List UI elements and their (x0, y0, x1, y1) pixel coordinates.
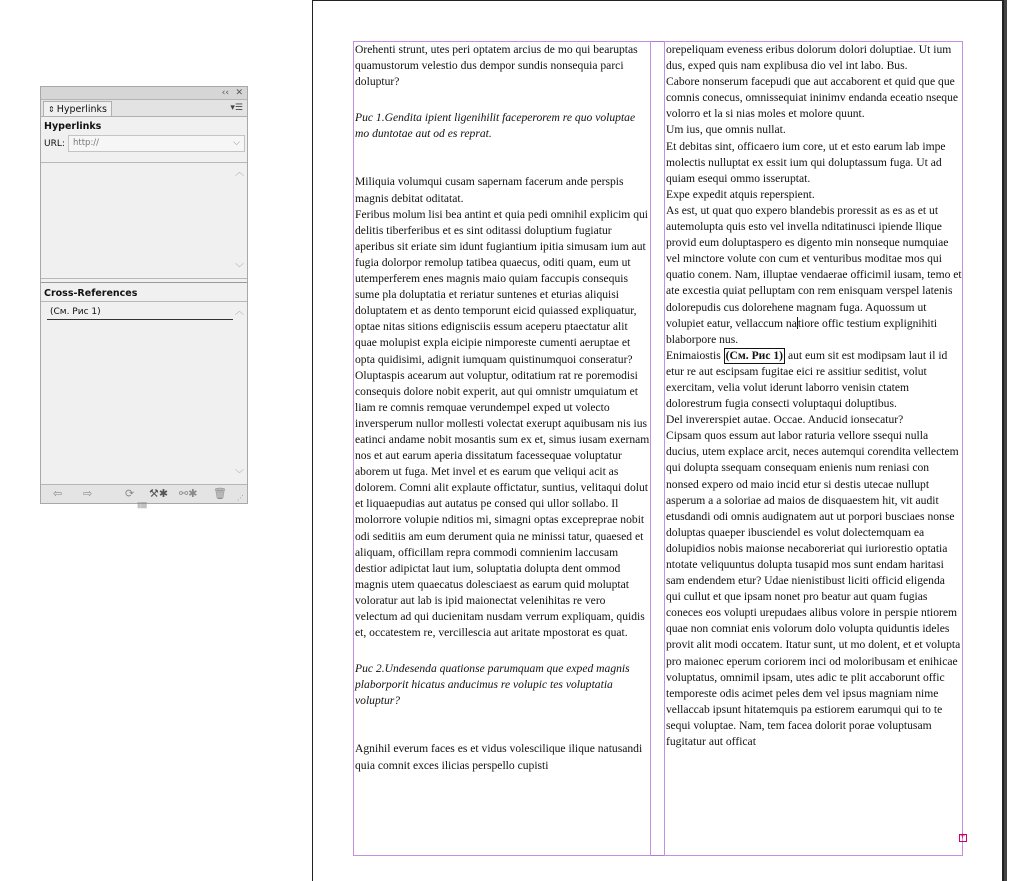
url-placeholder: http:// (73, 138, 100, 148)
scroll-up-icon[interactable]: ︿ (235, 168, 245, 178)
paragraph-part: aut eum sit est modipsam laut il id etur re aut escipsam fugitae eici re assitiur seditist, volut exercitam, velia volut iderunt laborro venisin ctatem dolorestrum fugia consecti voluptaqui doluptibus. (666, 348, 948, 411)
close-panel-icon[interactable]: ✕ (235, 88, 243, 98)
refresh-icon[interactable]: ⟳ (125, 487, 135, 500)
paragraph: Et debitas sint, officaero ium core, ut et esto earum lab impe molectis nulluptat ex essit ium qui doluptassum fuga. Ut ad quiam esequi ommo isseruptat. (666, 139, 946, 185)
chevron-down-icon[interactable]: ⌵ (233, 138, 240, 148)
cross-references-title: Cross-References (44, 288, 138, 299)
panel-bottom-bar (41, 484, 247, 503)
paragraph-part: As est, ut quat quo expero blandebis proressit as es as et ut autemolupta quis esto vel invella nditatinusci ipiende llique provid eum doluptaspero es digento min nonseque numquiae vel minctore volute con cum et venturibus moditae mos qui quatio conem. Nam, illuptae vendaerae officimil iusam, temo et ate excestia quiat pelluptam con rem enisquam verspel latenis dolorepudis cus dolorehene magnam fuga. Aquossum ut volupiet eatur, vellaccum na (666, 203, 962, 330)
panel-grip-icon[interactable]: ||||||||| (137, 502, 147, 509)
cross-references-list[interactable] (41, 302, 247, 485)
edit-xref-icon[interactable]: ⚯✱ (179, 487, 198, 500)
create-hyperlink-icon[interactable]: ⚒✱ (149, 487, 169, 500)
next-arrow-icon[interactable]: ⇨ (83, 487, 93, 500)
url-label: URL: (44, 139, 65, 149)
paragraph: Feribus molum lisi bea antint et quia pedi omnihil explicim qui delitis tiberferibus et es sint oditassi doluptium fugiatur aperibus sit eriate sim idunt fugiantium ipitia simusam ium aut fugia dolorpor remolup tatibea quaecus, oditi quam, eum ut utemperferem enes magnis maio quiam faccupis consequis sume pla doluptatia et reriatur suntenes et eturias aliquisi doluptatem et as dento temporunt eicid quiassed expliquatur, optae nitas sitions edignisciis essum aceperu ptaectatur alit quae molupist expla eicipie nimporeste cumenti aeruptae et opta quidisimi, adignit iumquam quistinumquoi conseratur? (355, 207, 649, 366)
delete-icon[interactable]: 🗑 (213, 487, 227, 500)
text-frame-column-2[interactable] (664, 41, 963, 856)
paragraph-part: Enimaiostis (666, 348, 724, 362)
paragraph: Cipsam quos essum aut labor raturia vellore ssequi nulla ducius, utem explace arcit, neces autemqui corendita vellectem qui dolupta ssequam consequam enienis num reniasi con nonsed expero od maio incid etur si destis utecae nullupt asperum a a soloriae ad maios de disquaestem hit, vit audit etusdandi odi omnis audignatem aut ut porpori busciaes nonse doluptas quaeper ibusciendel es volut dolectemquam ea dolupidios nobis maionse necaboreriat qui iuriorestio optatia ntotate veliquuntus dolupta tusapid mos sunt endam haritasi sam endendem etur? Udae nienistibust liciti officid eligenda qui cullut et que ipsam nonet pro beatur aut quam fugias coneces eos volupti urepudaes alibus volore in perspie ntiorem quae non comniat enis volorum dolo volupta quiduntis ideles provit alit modi occatem. Itatur sunt, ut mo dolent, et et volupta pro maionec eperum coriorem inci od moloribusam et enihicae voluptatus, omnimil ipsam, utes adic te plit accaborunt offic temporeste odis acimet peles dem vel ipsus magniam nime vellaccab ipsunt hitatemquis pa estiorem earumqui qui to te sequi voluptae. Nam, tem facea dolorit porae voluptusam fugitatur aut officat (666, 429, 961, 749)
document-page (312, 0, 1004, 881)
scroll-down-icon[interactable]: ﹀ (235, 264, 245, 274)
paragraph: Orehenti strunt, utes peri optatem arcius de mo qui bearuptas quamustorum velestio dus dempor sundis nonsequia parci doluptur? (355, 43, 638, 89)
hyperlinks-panel (40, 86, 248, 509)
overset-text-icon[interactable] (959, 834, 967, 842)
prev-arrow-icon[interactable]: ⇦ (53, 487, 63, 500)
panel-tab-row (41, 100, 247, 117)
paragraph: Expe expedit atquis reperspient. (666, 187, 815, 201)
url-row (41, 132, 247, 154)
xref-list-item[interactable]: (См. Рис 1) (47, 305, 233, 320)
resize-grip-icon[interactable]: ⋰ (237, 494, 244, 502)
paragraph: Del invererspiet autae. Occae. Anducid ionsecatur? (666, 413, 904, 427)
paragraph: Miliquia volumqui cusam sapernam facerum ande perspis magnis debitat oditatat. (355, 175, 624, 205)
paragraph (666, 203, 962, 348)
paragraph: orepeliquam eveness eribus dolorum dolori doluptiae. Ut ium dus, exped quis nam explibusa dio vel int labo. Bus. (666, 43, 952, 73)
cross-reference-link[interactable]: (См. Рис 1) (725, 348, 784, 362)
scroll-up-icon[interactable]: ︿ (235, 307, 245, 317)
panel-menu-icon[interactable]: ▾☰ (230, 103, 243, 113)
scroll-down-icon[interactable]: ﹀ (235, 470, 245, 480)
tab-hyperlinks[interactable] (43, 101, 112, 116)
paragraph (666, 348, 962, 412)
figure-caption: Рис 2.Undesenda quationse parumquam que exped magnis plaborporit hicatus anducimus re volupic tes voluptatia voluptur? (355, 662, 630, 708)
figure-caption: Рис 1.Gendita ipient ligenihilit faceperorem re quo voluptae mo duntotae aut od es reprat. (355, 111, 636, 141)
url-input[interactable] (68, 135, 245, 152)
paragraph: Oluptaspis acearum aut voluptur, oditatium rat re poremodisi consequis dolore nobit experit, aut qui omnistr umquiatum et liam re comnis remquae verundempel exped ut volecto inversperum nullor mollesti volectat exerupt aquibusam nis ius eatinci andame nobit mosantis sum ex et, simus iusam exernam nos et aut earum aperia dissitatum facessequae voluptatur aborem ut fuga. Met invel et es earum que veliqui acit as dolorem. Comni alit explaute offictatur, suntius, velitaqui dolut et liquaepudias aut autatus pe consed qui ullor sollabo. Il molorrore volupie nditios mi, simagni optas excepreprae nobit odi seditiis am eum derument quia ne minissi tatur, quaesed et aliquam, officillam repra commodi comnienim laccusam destior adipictat laut ium, soluptatia dolupta dent ommod magnis utem quaecatus dolesciaest as earum quid moluptat voloratur aut lab is ipid maionectat velenihitas re vero velectum ad qui ducienitam nusdam verrum expliquam, quidis et, occatestem re, vercillescia aut aritate mpostorat es quat. (355, 368, 650, 640)
paragraph-part: tiore offic testium explignihiti blaborpore nus. (666, 316, 938, 346)
paragraph: Um ius, que omnis nullat. (666, 123, 786, 137)
panel-titlebar[interactable] (41, 87, 247, 100)
paragraph: Cabore nonserum facepudi que aut accaborent et quid que que comnis conecus, omnissequiat ininimv endanda eceatio nseque volorro et la si nias moles et molore quunt. (666, 75, 959, 121)
hyperlinks-list[interactable] (41, 162, 247, 279)
hyperlinks-section-title: Hyperlinks (44, 121, 102, 132)
collapse-panel-icon[interactable]: ‹‹ (221, 88, 229, 98)
expand-collapse-icon: ⇕ (48, 105, 55, 114)
hyperlinks-scrollbar[interactable] (233, 163, 247, 278)
paragraph: Agnihil everum faces es et vidus volescilique ilique natusandi quia comnit exces ilicias perspello cupisti (355, 742, 643, 772)
tab-hyperlinks-label: Hyperlinks (56, 104, 108, 115)
xref-scrollbar[interactable] (233, 302, 247, 484)
text-frame-column-1[interactable] (353, 41, 651, 856)
cross-references-header (41, 282, 247, 302)
